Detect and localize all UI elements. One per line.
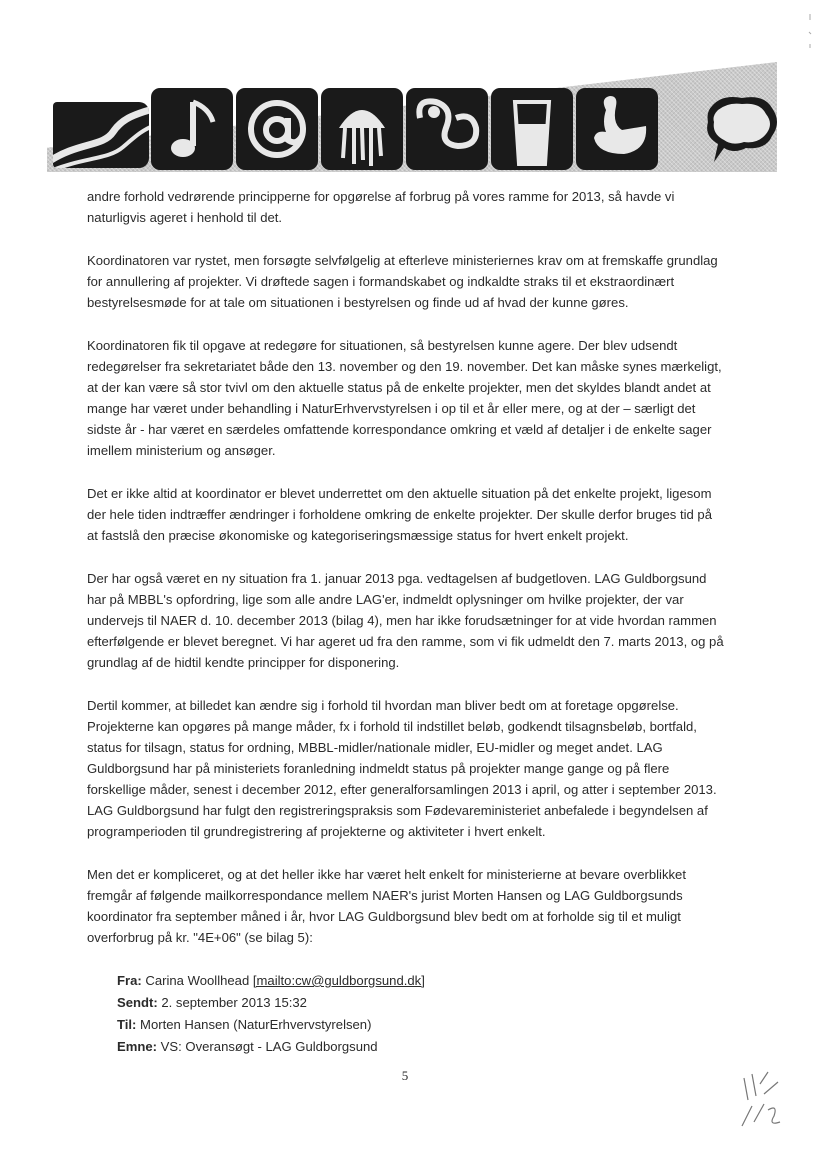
speech-bubble-icon bbox=[702, 92, 780, 170]
email-sent-label: Sendt: bbox=[117, 995, 158, 1010]
email-header-block bbox=[117, 970, 725, 1058]
email-sent-row bbox=[117, 992, 725, 1014]
email-subject-row bbox=[117, 1036, 725, 1058]
swirl-icon bbox=[406, 88, 488, 170]
scan-mark bbox=[806, 12, 814, 52]
email-subject-value: VS: Overansøgt - LAG Guldborgsund bbox=[160, 1039, 378, 1054]
document-body bbox=[87, 186, 725, 1058]
paragraph: andre forhold vedrørende principperne for opgørelse af forbrug på vores ramme for 2013, så havde vi naturligvis ageret i henhold til det. bbox=[87, 189, 675, 225]
at-sign-icon bbox=[236, 88, 318, 170]
handwritten-initials bbox=[738, 1070, 788, 1130]
header-banner bbox=[47, 62, 777, 172]
paragraph: Dertil kommer, at billedet kan ændre sig i forhold til hvordan man bliver bedt om at foretage opgørelse. Projekterne kan opgøres på mange måder, fx i forhold til indstillet beløb, godkendt tilsagnsbeløb, bortfald, status for tilsagn, status for ordning, MBBL-midler/nationale midler, EU-midler og meget andet. LAG Guldborgsund har på ministeriets foranledning indmeldt status på projekter mange gange og på flere forskellige måder, senest i december 2012, efter generalforsamlingen 2013 i april, og atter i september 2013. LAG Guldborgsund har fulgt den registreringspraksis som Fødevareministeriet anbefalede i begyndelsen af programperioden til grundregistrering af projekterne og aktiviteter i hvert enkelt. bbox=[87, 698, 717, 839]
email-from-label: Fra: bbox=[117, 973, 142, 988]
paragraph: Koordinatoren fik til opgave at redegøre for situationen, så bestyrelsen kunne agere. Der blev udsendt redegørelser fra sekretariatet både den 13. november og den 19. november. Det kan måske synes mærkeligt, at der kan være så stor tvivl om den aktuelle status på de enkelte projekter, men det skyldes blandt andet at mange har været under behandling i NaturErhvervstyrelsen i op til et år eller mere, og at der – særligt det sidste år - har været en særdeles omfattende korrespondance omkring et væld af detaljer i de enkelte sager imellem ministerium og ansøger. bbox=[87, 338, 722, 458]
email-to-label: Til: bbox=[117, 1017, 137, 1032]
paragraph: Der har også været en ny situation fra 1. januar 2013 pga. vedtagelsen af budgetloven. LAG Guldborgsund har på MBBL's opfordring, lige som alle andre LAG'er, indmeldt oplysninger om hvilke projekter, der var undervejs til NAER d. 10. december 2013 (bilag 4), men har ikke forudsætninger for at vide hvordan rammen efterfølgende er blevet beregnet. Vi har ageret ud fra den ramme, som vi fik udmeldt den 7. marts 2013, og på grundlag af de hidtil kendte principper for disponering. bbox=[87, 571, 724, 670]
paragraph: Koordinatoren var rystet, men forsøgte selvfølgelig at efterleve ministeriernes krav om at fremskaffe grundlag for annullering af projekter. Vi drøftede sagen i formandskabet og indkaldte straks til et ekstraordinært bestyrelsesmøde for at tale om situationen i bestyrelsen og finde ud af hvad der kunne gøres. bbox=[87, 253, 718, 310]
email-subject-label: Emne: bbox=[117, 1039, 158, 1054]
paragraph: Det er ikke altid at koordinator er blevet underrettet om den aktuelle situation på det enkelte projekt, ligesom der hele tiden indtræffer ændringer i forholdene omkring de enkelte projekter. Der skulle derfor bruges tid på at fastslå den præcise økonomiske og kategoriseringsmæssige status for hvert enkelt projekt. bbox=[87, 486, 712, 543]
email-to-row bbox=[117, 1014, 725, 1036]
jellyfish-icon bbox=[321, 88, 403, 170]
paragraph: Men det er kompliceret, og at det heller ikke har været helt enkelt for ministerierne at bevare overblikket fremgår af følgende mailkorrespondance mellem NAER's jurist Morten Hansen og LAG Guldborgsunds koordinator fra september måned i år, hvor LAG Guldborgsund blev bedt om at forholde sig til et muligt overforbrug på kr. "4E+06" (se bilag 5): bbox=[87, 867, 686, 945]
email-sent-value: 2. september 2013 15:32 bbox=[161, 995, 307, 1010]
email-from-value: Carina Woollhead bbox=[145, 973, 250, 988]
music-note-icon bbox=[151, 88, 233, 170]
page-number: 5 bbox=[401, 1068, 409, 1083]
glass-icon bbox=[491, 88, 573, 170]
swan-icon bbox=[576, 88, 658, 170]
email-to-value: Morten Hansen (NaturErhvervstyrelsen) bbox=[140, 1017, 372, 1032]
email-mailto-link[interactable]: [mailto:cw@guldborgsund.dk] bbox=[252, 973, 425, 988]
road-icon bbox=[53, 102, 149, 168]
email-from-row bbox=[117, 970, 725, 992]
